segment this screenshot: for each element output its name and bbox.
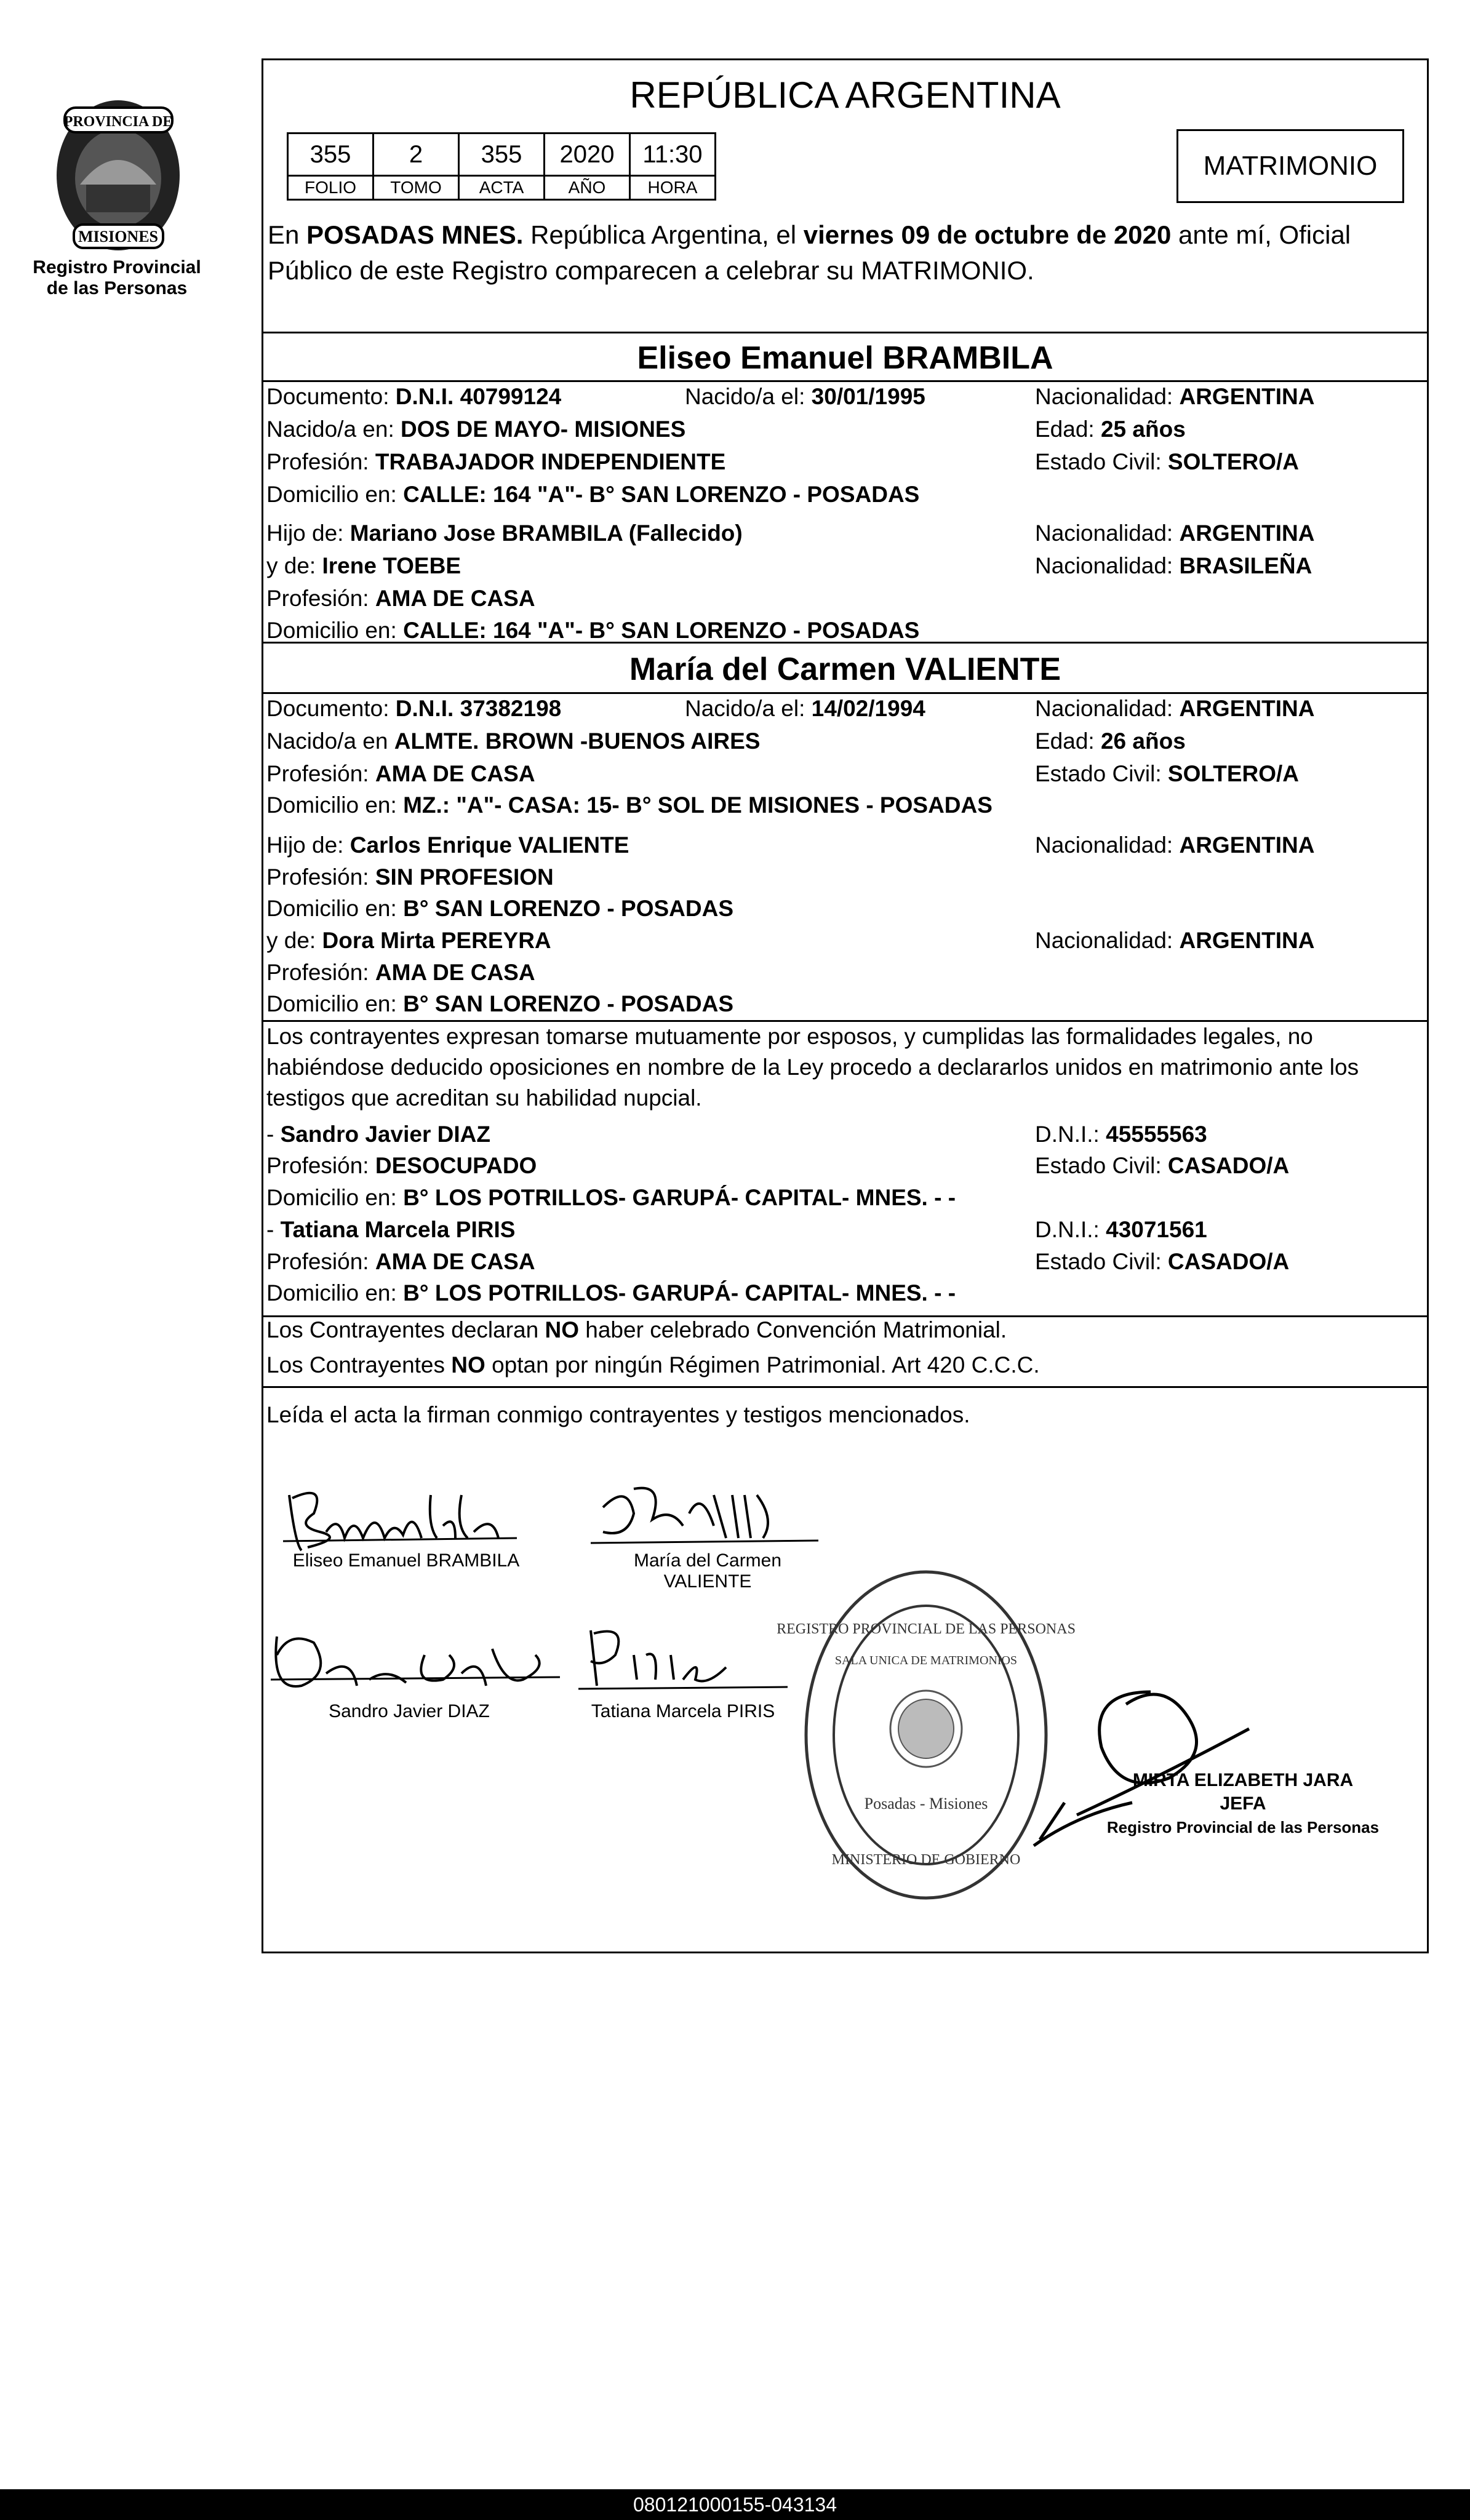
spouse1-age: Edad: 25 años [1035,417,1186,442]
spouse2-profession: Profesión: AMA DE CASA [266,761,535,786]
spouse2-mother-address: Domicilio en: B° SAN LORENZO - POSADAS [266,991,734,1016]
reference-table [287,132,716,201]
official-block [1101,1769,1384,1839]
spouse2-signature-name-line1: María del Carmen [633,1550,782,1571]
spouse2-father-profession: Profesión: SIN PROFESION [266,864,554,890]
tomo-label: TOMO [373,176,459,200]
spouse1-address: Domicilio en: CALLE: 164 "A"- B° SAN LORENZO - POSADAS [266,482,920,507]
witness1-signature-name: Sandro Javier DIAZ [329,1701,490,1721]
spouse2-signature-name-line2: VALIENTE [663,1571,752,1592]
footer-code: 080121000155-043134 [0,2489,1470,2520]
spouse2-nationality: Nacionalidad: ARGENTINA [1035,696,1315,721]
official-role: JEFA [1220,1793,1266,1814]
spouse1-parents-address: Domicilio en: CALLE: 164 "A"- B° SAN LORENZO - POSADAS [266,618,920,643]
closing-statement: Leída el acta la firman conmigo contrayentes y testigos mencionados. [266,1402,970,1427]
spouse1-signature [271,1470,529,1563]
intro-date: viernes 09 de octubre de 2020 [803,220,1172,249]
spouse1-born-in: Nacido/a en: DOS DE MAYO- MISIONES [266,417,686,442]
witness2-address: Domicilio en: B° LOS POTRILLOS- GARUPÁ- CAPITAL- MNES. - - [266,1280,956,1306]
spouse2-father-nationality: Nacionalidad: ARGENTINA [1035,832,1315,858]
spouse1-mother-nationality: Nacionalidad: BRASILEÑA [1035,553,1312,578]
witness1-civil-status: Estado Civil: CASADO/A [1035,1153,1290,1178]
stamp-middle: Posadas - Misiones [864,1795,988,1812]
hour-label: HORA [630,176,716,200]
spouse2-born-in: Nacido/a en ALMTE. BROWN -BUENOS AIRES [266,728,761,754]
intro-place: POSADAS MNES. [306,220,524,249]
spouse1-father: Hijo de: Mariano Jose BRAMBILA (Fallecido) [266,520,743,546]
divider [263,380,1427,382]
year-value: 2020 [545,134,630,176]
spouse1-signature-name: Eliseo Emanuel BRAMBILA [292,1550,520,1571]
spouse2-name: María del Carmen VALIENTE [629,652,1061,687]
intro-text: República Argentina, el [523,220,804,249]
witness2-profession: Profesión: AMA DE CASA [266,1249,535,1274]
spouse2-age: Edad: 26 años [1035,728,1186,754]
hour-value: 11:30 [630,134,716,176]
logo-caption-line2: de las Personas [46,278,188,298]
spouse1-profession: Profesión: TRABAJADOR INDEPENDIENTE [266,449,726,474]
spouse2-father-address: Domicilio en: B° SAN LORENZO - POSADAS [266,896,734,921]
intro-paragraph [268,217,1418,289]
spouse1-civil-status: Estado Civil: SOLTERO/A [1035,449,1300,474]
emblem-bottom-text: MISIONES [78,228,159,245]
logo-caption-line1: Registro Provincial [33,257,201,277]
witness2-civil-status: Estado Civil: CASADO/A [1035,1249,1290,1274]
spouse2-civil-status: Estado Civil: SOLTERO/A [1035,761,1300,786]
country-title: REPÚBLICA ARGENTINA [629,74,1061,116]
spouse2-mother-profession: Profesión: AMA DE CASA [266,960,535,985]
declaration-paragraph: Los contrayentes expresan tomarse mutuamente por esposos, y cumplidas las formalidades legales, no habiéndose deducido oposiciones en nombre de la Ley procedo a declararlos unidos en matrimonio ante los testigos que acreditan su habilidad nupcial. [266,1024,1359,1110]
spouse2-mother: y de: Dora Mirta PEREYRA [266,928,551,953]
spouse1-born-on: Nacido/a el: 30/01/1995 [685,384,925,409]
year-label: AÑO [545,176,630,200]
stamp-outer-bottom: MINISTERIO DE GOBIERNO [831,1852,1021,1868]
folio-label: FOLIO [288,176,373,200]
witness1-signature [265,1618,572,1710]
tomo-value: 2 [373,134,459,176]
spouse1-name: Eliseo Emanuel BRAMBILA [637,340,1053,376]
intro-text: En [268,220,307,249]
witness1-profession: Profesión: DESOCUPADO [266,1153,537,1178]
spouse2-father: Hijo de: Carlos Enrique VALIENTE [266,832,629,858]
acta-value: 355 [459,134,545,176]
convention-statement: Los Contrayentes declaran NO haber celebrado Convención Matrimonial. [266,1317,1007,1342]
divider [263,1386,1427,1388]
witness2-signature-name: Tatiana Marcela PIRIS [591,1701,775,1721]
spouse1-document: Documento: D.N.I. 40799124 [266,384,562,409]
divider [263,332,1427,333]
intro-text: ante mí, Oficial Público de este Registro comparecen a celebrar su MATRIMONIO. [268,220,1351,285]
spouse2-signature [591,1470,837,1563]
emblem-top-text: PROVINCIA DE [63,114,173,130]
acta-label: ACTA [459,176,545,200]
witness1-dni: D.N.I.: 45555563 [1035,1122,1207,1147]
spouse1-mother-profession: Profesión: AMA DE CASA [266,586,535,611]
official-office: Registro Provincial de las Personas [1106,1818,1380,1836]
spouse2-document: Documento: D.N.I. 37382198 [266,696,562,721]
spouse1-nationality: Nacionalidad: ARGENTINA [1035,384,1315,409]
spouse2-mother-nationality: Nacionalidad: ARGENTINA [1035,928,1315,953]
witness2-name: - Tatiana Marcela PIRIS [266,1217,516,1242]
stamp-inner: SALA UNICA DE MATRIMONIOS [834,1654,1018,1667]
stamp-outer-top: REGISTRO PROVINCIAL DE LAS PERSONAS [777,1621,1076,1637]
folio-value: 355 [288,134,373,176]
spouse1-father-nationality: Nacionalidad: ARGENTINA [1035,520,1315,546]
witness1-address: Domicilio en: B° LOS POTRILLOS- GARUPÁ- CAPITAL- MNES. - - [266,1185,956,1210]
act-type-box: MATRIMONIO [1176,129,1404,203]
witness2-dni: D.N.I.: 43071561 [1035,1217,1207,1242]
logo-caption [25,257,209,299]
official-name: MIRTA ELIZABETH JARA [1132,1770,1354,1790]
province-emblem [52,92,185,255]
divider [263,692,1427,694]
spouse2-address: Domicilio en: MZ.: "A"- CASA: 15- B° SOL DE MISIONES - POSADAS [266,792,993,818]
witness1-name: - Sandro Javier DIAZ [266,1122,490,1147]
regime-statement: Los Contrayentes NO optan por ningún Régimen Patrimonial. Art 420 C.C.C. [266,1352,1040,1378]
spouse1-mother: y de: Irene TOEBE [266,553,461,578]
spouse2-born-on: Nacido/a el: 14/02/1994 [685,696,925,721]
